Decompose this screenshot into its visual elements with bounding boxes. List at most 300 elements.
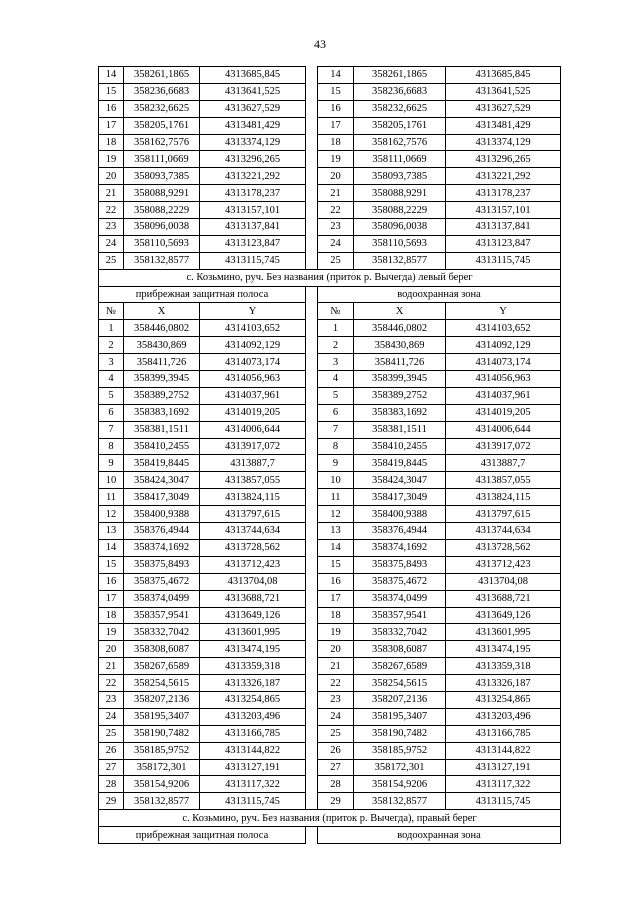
coord-x: 358399,3945 [354,371,446,388]
point-number: 28 [318,776,354,793]
point-number: 20 [99,641,124,658]
point-number: 27 [99,759,124,776]
point-number: 26 [318,742,354,759]
column-gap [306,83,318,100]
coord-y: 4313157,101 [200,202,306,219]
point-number: 17 [99,590,124,607]
point-number: 18 [99,607,124,624]
column-gap [306,438,318,455]
coord-y: 4313917,072 [446,438,561,455]
table-row [99,759,561,776]
coord-x: 358132,8577 [124,252,200,269]
coord-x: 358096,0038 [124,219,200,236]
coord-x: 358308,6087 [124,641,200,658]
table-row [99,607,561,624]
coord-y: 4313123,847 [200,235,306,252]
column-gap [306,134,318,151]
table-row [99,354,561,371]
coord-y: 4313601,995 [200,624,306,641]
coord-y: 4313203,496 [446,708,561,725]
coord-x: 358236,6683 [354,83,446,100]
coord-x: 358357,9541 [124,607,200,624]
coord-y: 4313359,318 [446,658,561,675]
table-row [99,371,561,388]
zone-right-header: водоохранная зона [318,827,561,844]
coord-x: 358400,9388 [124,506,200,523]
coord-y: 4314006,644 [446,421,561,438]
coord-x: 358088,9291 [124,185,200,202]
column-gap [306,793,318,810]
point-number: 19 [318,624,354,641]
column-gap [306,573,318,590]
column-gap [306,235,318,252]
coord-x: 358154,9206 [354,776,446,793]
coord-y: 4313481,429 [446,117,561,134]
coord-x: 358236,6683 [124,83,200,100]
table-row [99,83,561,100]
table-row [99,573,561,590]
coord-y: 4313601,995 [446,624,561,641]
coord-y: 4313254,865 [200,691,306,708]
point-number: 10 [318,472,354,489]
point-number: 22 [99,675,124,692]
coord-y: 4313797,615 [200,506,306,523]
point-number: 16 [99,573,124,590]
point-number: 13 [318,523,354,540]
table-row [99,489,561,506]
point-number: 15 [99,83,124,100]
coord-y: 4313688,721 [446,590,561,607]
coord-y: 4313649,126 [446,607,561,624]
coord-y: 4313117,322 [200,776,306,793]
coord-x: 358190,7482 [124,725,200,742]
column-header-y: Y [200,303,306,320]
table-row [99,320,561,337]
column-gap [306,472,318,489]
coord-x: 358383,1692 [354,404,446,421]
coord-x: 358111,0669 [354,151,446,168]
point-number: 25 [99,252,124,269]
coord-x: 358162,7576 [124,134,200,151]
coord-y: 4313127,191 [446,759,561,776]
table-row [99,252,561,269]
column-header-y: Y [446,303,561,320]
column-gap [306,776,318,793]
section-title-row [99,810,561,827]
point-number: 20 [99,168,124,185]
coord-y: 4313359,318 [200,658,306,675]
coord-y: 4313203,496 [200,708,306,725]
coord-y: 4313326,187 [200,675,306,692]
zone-header-row [99,827,561,844]
coord-y: 4313857,055 [446,472,561,489]
point-number: 29 [99,793,124,810]
point-number: 4 [99,371,124,388]
point-number: 6 [99,404,124,421]
coord-y: 4313221,292 [446,168,561,185]
section-title-row [99,269,561,286]
coord-x: 358254,5615 [354,675,446,692]
table-row [99,219,561,236]
coord-y: 4313688,721 [200,590,306,607]
column-gap [306,489,318,506]
coord-y: 4313481,429 [200,117,306,134]
table-row [99,235,561,252]
coord-x: 358410,2455 [124,438,200,455]
coord-x: 358430,869 [124,337,200,354]
coord-x: 358375,4672 [354,573,446,590]
table-row [99,472,561,489]
table-row [99,134,561,151]
coord-x: 358207,2136 [124,691,200,708]
coord-x: 358232,6625 [124,100,200,117]
coord-y: 4313474,195 [200,641,306,658]
point-number: 21 [99,185,124,202]
point-number: 6 [318,404,354,421]
coord-x: 358261,1865 [124,67,200,84]
coord-x: 358410,2455 [354,438,446,455]
coord-y: 4313685,845 [200,67,306,84]
point-number: 23 [99,219,124,236]
point-number: 26 [99,742,124,759]
table-row [99,438,561,455]
point-number: 19 [318,151,354,168]
column-header-number: № [318,303,354,320]
coord-y: 4313704,08 [200,573,306,590]
column-gap [306,286,318,303]
coord-y: 4313797,615 [446,506,561,523]
coord-x: 358190,7482 [354,725,446,742]
point-number: 10 [99,472,124,489]
coord-x: 358207,2136 [354,691,446,708]
coord-y: 4313178,237 [446,185,561,202]
point-number: 22 [318,202,354,219]
coord-y: 4314073,174 [200,354,306,371]
column-gap [306,725,318,742]
coord-x: 358357,9541 [354,607,446,624]
coord-x: 358381,1511 [354,421,446,438]
coord-y: 4314103,652 [200,320,306,337]
column-gap [306,641,318,658]
coord-y: 4313137,841 [200,219,306,236]
point-number: 5 [318,387,354,404]
coord-y: 4313704,08 [446,573,561,590]
point-number: 14 [318,67,354,84]
table-row [99,202,561,219]
column-gap [306,708,318,725]
point-number: 16 [318,100,354,117]
coord-y: 4313115,745 [200,793,306,810]
point-number: 2 [318,337,354,354]
coord-y: 4313685,845 [446,67,561,84]
coord-y: 4313712,423 [446,556,561,573]
coord-y: 4314103,652 [446,320,561,337]
point-number: 7 [318,421,354,438]
coord-x: 358185,9752 [124,742,200,759]
point-number: 25 [318,725,354,742]
point-number: 23 [99,691,124,708]
column-header-x: X [354,303,446,320]
coord-y: 4313117,322 [446,776,561,793]
coord-x: 358088,9291 [354,185,446,202]
point-number: 29 [318,793,354,810]
column-gap [306,185,318,202]
point-number: 14 [99,67,124,84]
coord-x: 358374,0499 [354,590,446,607]
table-row [99,100,561,117]
coord-y: 4313917,072 [200,438,306,455]
point-number: 3 [99,354,124,371]
column-gap [306,590,318,607]
point-number: 3 [318,354,354,371]
table-row [99,590,561,607]
table-row [99,793,561,810]
zone-left-header: прибрежная защитная полоса [99,286,306,303]
coord-y: 4313115,745 [446,793,561,810]
coord-x: 358088,2229 [124,202,200,219]
coord-y: 4313887,7 [446,455,561,472]
coord-x: 358411,726 [354,354,446,371]
point-number: 22 [318,675,354,692]
coord-x: 358417,3049 [124,489,200,506]
table-row [99,742,561,759]
zone-left-header: прибрежная защитная полоса [99,827,306,844]
point-number: 12 [99,506,124,523]
point-number: 15 [318,83,354,100]
point-number: 18 [318,607,354,624]
coord-x: 358375,8493 [124,556,200,573]
coord-x: 358195,3407 [124,708,200,725]
point-number: 20 [318,641,354,658]
coord-x: 358375,8493 [354,556,446,573]
column-gap [306,624,318,641]
point-number: 21 [99,658,124,675]
point-number: 27 [318,759,354,776]
coord-x: 358376,4944 [124,523,200,540]
coord-x: 358383,1692 [124,404,200,421]
column-gap [306,117,318,134]
column-gap [306,252,318,269]
section-title: с. Козьмино, руч. Без названия (приток р. Вычегда), правый берег [99,810,561,827]
coord-y: 4313641,525 [446,83,561,100]
table-row [99,708,561,725]
table-row [99,506,561,523]
coord-x: 358232,6625 [354,100,446,117]
coord-y: 4313254,865 [446,691,561,708]
page-number: 43 [314,37,326,51]
column-gap [306,219,318,236]
table-row [99,556,561,573]
coord-x: 358154,9206 [124,776,200,793]
coord-x: 358111,0669 [124,151,200,168]
point-number: 28 [99,776,124,793]
coord-x: 358132,8577 [124,793,200,810]
coord-y: 4314092,129 [200,337,306,354]
coord-x: 358389,2752 [124,387,200,404]
point-number: 25 [99,725,124,742]
coord-x: 358424,3047 [124,472,200,489]
zone-right-header: водоохранная зона [318,286,561,303]
coord-x: 358411,726 [124,354,200,371]
coord-x: 358110,5693 [124,235,200,252]
coord-y: 4313374,129 [446,134,561,151]
point-number: 17 [318,117,354,134]
point-number: 24 [99,235,124,252]
coord-x: 358400,9388 [354,506,446,523]
coord-y: 4313744,634 [446,523,561,540]
coord-y: 4313115,745 [446,252,561,269]
point-number: 17 [318,590,354,607]
column-gap [306,658,318,675]
point-number: 4 [318,371,354,388]
table-row [99,675,561,692]
coord-y: 4313474,195 [446,641,561,658]
coord-y: 4313728,562 [446,539,561,556]
coord-y: 4314019,205 [200,404,306,421]
point-number: 14 [318,539,354,556]
table-row [99,624,561,641]
coord-x: 358096,0038 [354,219,446,236]
point-number: 11 [318,489,354,506]
coord-x: 358267,6589 [354,658,446,675]
table-row [99,387,561,404]
coord-y: 4313137,841 [446,219,561,236]
point-number: 23 [318,691,354,708]
coord-y: 4313627,529 [200,100,306,117]
column-header-number: № [99,303,124,320]
point-number: 1 [318,320,354,337]
coord-y: 4313115,745 [200,252,306,269]
column-gap [306,675,318,692]
coord-x: 358162,7576 [354,134,446,151]
column-gap [306,556,318,573]
table-row [99,151,561,168]
point-number: 8 [99,438,124,455]
table-row [99,523,561,540]
coord-y: 4314056,963 [446,371,561,388]
coord-x: 358399,3945 [124,371,200,388]
table-row [99,185,561,202]
coordinates-table-body [99,67,561,844]
column-gap [306,67,318,84]
coord-y: 4313649,126 [200,607,306,624]
point-number: 5 [99,387,124,404]
coord-y: 4314092,129 [446,337,561,354]
coord-x: 358132,8577 [354,252,446,269]
table-row [99,725,561,742]
column-gap [306,759,318,776]
coord-y: 4313144,822 [200,742,306,759]
column-gap [306,455,318,472]
table-row [99,168,561,185]
column-gap [306,151,318,168]
coord-x: 358446,0802 [354,320,446,337]
column-gap [306,371,318,388]
section-title: с. Козьмино, руч. Без названия (приток р. Вычегда) левый берег [99,269,561,286]
coord-x: 358185,9752 [354,742,446,759]
coord-x: 358381,1511 [124,421,200,438]
coord-x: 358261,1865 [354,67,446,84]
point-number: 19 [99,151,124,168]
column-gap [306,539,318,556]
table-row [99,67,561,84]
coord-x: 358419,8445 [124,455,200,472]
table-row [99,776,561,793]
coord-x: 358332,7042 [124,624,200,641]
coord-y: 4313178,237 [200,185,306,202]
coord-x: 358308,6087 [354,641,446,658]
point-number: 16 [99,100,124,117]
point-number: 1 [99,320,124,337]
point-number: 9 [99,455,124,472]
coord-x: 358110,5693 [354,235,446,252]
table-row [99,117,561,134]
coord-x: 358375,4672 [124,573,200,590]
coord-y: 4313221,292 [200,168,306,185]
point-number: 2 [99,337,124,354]
coord-y: 4313166,785 [446,725,561,742]
coord-x: 358424,3047 [354,472,446,489]
coord-y: 4313157,101 [446,202,561,219]
column-gap [306,320,318,337]
table-row [99,455,561,472]
coordinates-table [98,66,561,844]
point-number: 15 [99,556,124,573]
coord-y: 4314006,644 [200,421,306,438]
coord-y: 4314056,963 [200,371,306,388]
point-number: 24 [318,708,354,725]
coord-x: 358088,2229 [354,202,446,219]
coord-y: 4313824,115 [200,489,306,506]
coord-y: 4313296,265 [200,151,306,168]
column-gap [306,523,318,540]
point-number: 24 [318,235,354,252]
coord-y: 4314037,961 [446,387,561,404]
coord-y: 4313857,055 [200,472,306,489]
coord-y: 4313296,265 [446,151,561,168]
point-number: 8 [318,438,354,455]
coord-x: 358093,7385 [354,168,446,185]
table-row [99,421,561,438]
column-gap [306,337,318,354]
coord-y: 4314037,961 [200,387,306,404]
column-gap [306,421,318,438]
table-row [99,691,561,708]
column-gap [306,354,318,371]
coord-x: 358419,8445 [354,455,446,472]
column-gap [306,691,318,708]
column-header-x: X [124,303,200,320]
coord-y: 4313123,847 [446,235,561,252]
point-number: 16 [318,573,354,590]
table-row [99,658,561,675]
point-number: 7 [99,421,124,438]
point-number: 23 [318,219,354,236]
coord-y: 4313712,423 [200,556,306,573]
column-gap [306,303,318,320]
column-gap [306,827,318,844]
coord-y: 4314019,205 [446,404,561,421]
column-gap [306,100,318,117]
coord-y: 4313326,187 [446,675,561,692]
point-number: 21 [318,185,354,202]
zone-header-row [99,286,561,303]
coord-x: 358267,6589 [124,658,200,675]
column-gap [306,404,318,421]
coord-x: 358093,7385 [124,168,200,185]
coord-x: 358172,301 [124,759,200,776]
column-gap [306,607,318,624]
